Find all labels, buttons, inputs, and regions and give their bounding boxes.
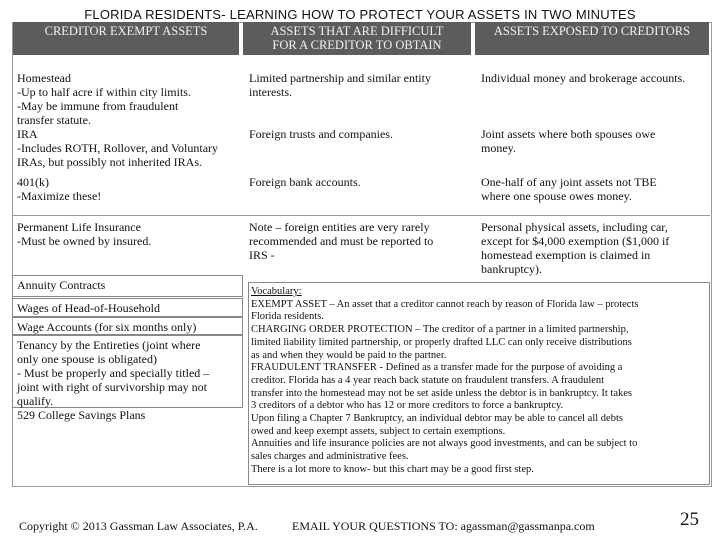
text-line: qualify. — [17, 394, 54, 408]
tenancy-box — [12, 335, 243, 422]
text-line: -Includes ROTH, Rollover, and Voluntary — [17, 141, 219, 155]
row2-col1 — [17, 127, 241, 169]
vocab-line: There is a lot more to know- but this chart may be a good first step. — [251, 463, 534, 475]
vocab-line: Florida residents. — [251, 311, 324, 323]
row1-col2 — [249, 71, 471, 99]
row4-col2 — [249, 220, 471, 262]
vocab-line: Upon filing a Chapter 7 Bankruptcy, an individual debtor may be able to cancel all debts — [251, 413, 623, 425]
text-line: except for $4,000 exemption ($1,000 if — [481, 234, 670, 248]
vocab-line: Annuities and life insurance policies are not always good investments, and can be subject to — [251, 438, 638, 450]
vocab-line: limited liability limited partnership, or properly drafted LLC can only receive distributions — [251, 336, 632, 348]
text-line: only one spouse is obligated) — [17, 352, 157, 366]
text-line: IRAs, but possibly not inherited IRAs. — [17, 155, 202, 169]
text-line: Joint assets where both spouses owe — [481, 127, 656, 141]
text-line: Homestead — [17, 71, 71, 85]
text-line: joint with right of survivorship may not — [17, 380, 207, 394]
text-line: -May be immune from fraudulent — [17, 99, 179, 113]
text-line: IRS - — [249, 248, 275, 262]
vocab-line: sales charges and administrative fees. — [251, 451, 409, 463]
text-line: money. — [481, 141, 516, 155]
header-col2-line2: FOR A CREDITOR TO OBTAIN — [272, 38, 442, 52]
vocab-line: CHARGING ORDER PROTECTION – The creditor of a partner in a limited partnership, — [251, 324, 629, 336]
text-line: Individual money and brokerage accounts. — [481, 71, 686, 85]
vocab-line: transfer into the homestead may not be set aside unless the debtor is in bankruptcy. It takes — [251, 387, 633, 399]
text-line: One-half of any joint assets not TBE — [481, 175, 657, 189]
row4-col1 — [17, 220, 241, 248]
text-line: homestead exemption is claimed in — [481, 248, 651, 262]
text-line: Foreign trusts and companies. — [249, 127, 393, 141]
text-line: - Must be properly and specially titled – — [17, 366, 210, 380]
copyright-footer: Copyright © 2013 Gassman Law Associates, P.A. — [19, 519, 258, 533]
text-line: transfer statute. — [17, 113, 91, 127]
vocab-line: as and when they would be paid to the partner. — [251, 349, 447, 361]
text-line: Wage Accounts (for six months only) — [17, 320, 197, 334]
page-title: FLORIDA RESIDENTS- LEARNING HOW TO PROTECT YOUR ASSETS IN TWO MINUTES — [84, 7, 636, 22]
text-line: where one spouse owes money. — [481, 189, 632, 203]
header-col2-line1: ASSETS THAT ARE DIFFICULT — [270, 24, 444, 38]
text-line: recommended and must be reported to — [249, 234, 434, 248]
text-line: -Must be owned by insured. — [17, 234, 152, 248]
text-line: Note – foreign entities are very rarely — [249, 220, 430, 234]
vocab-line: 3 creditors of a debtor who has 12 or more creditors to force a bankruptcy. — [251, 400, 564, 412]
vocab-line: EXEMPT ASSET – An asset that a creditor cannot reach by reason of Florida law – protects — [251, 298, 639, 310]
header-col3-text: ASSETS EXPOSED TO CREDITORS — [493, 24, 691, 38]
email-footer: EMAIL YOUR QUESTIONS TO: agassman@gassmanpa.com — [292, 519, 595, 533]
header-exposed — [475, 22, 709, 55]
row4-col3 — [481, 220, 709, 276]
text-line: 401(k) — [17, 175, 49, 189]
row-divider — [13, 215, 710, 216]
text-line: Limited partnership and similar entity — [249, 71, 431, 85]
row3-col3 — [481, 175, 709, 203]
vocabulary-box — [248, 282, 710, 485]
annuity-contracts-box — [12, 275, 243, 297]
text-line: Foreign bank accounts. — [249, 175, 361, 189]
text-line: 529 College Savings Plans — [17, 408, 146, 422]
wage-accounts-box — [12, 317, 243, 335]
text-line: -Maximize these! — [17, 189, 102, 203]
text-line: Wages of Head-of-Household — [17, 301, 160, 315]
text-line: Personal physical assets, including car, — [481, 220, 668, 234]
header-creditor-exempt — [13, 22, 239, 55]
header-difficult — [243, 22, 471, 55]
text-line: Tenancy by the Entireties (joint where — [17, 338, 201, 352]
vocab-line: FRAUDULENT TRANSFER - Defined as a transfer made for the purpose of avoiding a — [251, 362, 623, 374]
row3-col2 — [249, 175, 471, 189]
wages-head-box — [12, 298, 243, 317]
header-col1-text: CREDITOR EXEMPT ASSETS — [44, 24, 208, 38]
row2-col2 — [249, 127, 471, 141]
text-line: Annuity Contracts — [17, 278, 106, 292]
row2-col3 — [481, 127, 709, 155]
text-line: Permanent Life Insurance — [17, 220, 141, 234]
vocab-line: creditor. Florida has a 4 year reach back statute on fraudulent transfers. A fraudulent — [251, 374, 605, 386]
row3-col1 — [17, 175, 241, 203]
text-line: -Up to half acre if within city limits. — [17, 85, 191, 99]
vocabulary-heading: Vocabulary: — [251, 286, 302, 297]
text-line: bankruptcy). — [481, 262, 542, 276]
row1-col1 — [17, 71, 241, 127]
text-line: interests. — [249, 85, 292, 99]
row1-col3 — [481, 71, 709, 85]
vocab-line: owed and keep exempt assets, subject to certain exemptions. — [251, 425, 506, 437]
page-number: 25 — [680, 509, 699, 530]
text-line: IRA — [17, 127, 38, 141]
